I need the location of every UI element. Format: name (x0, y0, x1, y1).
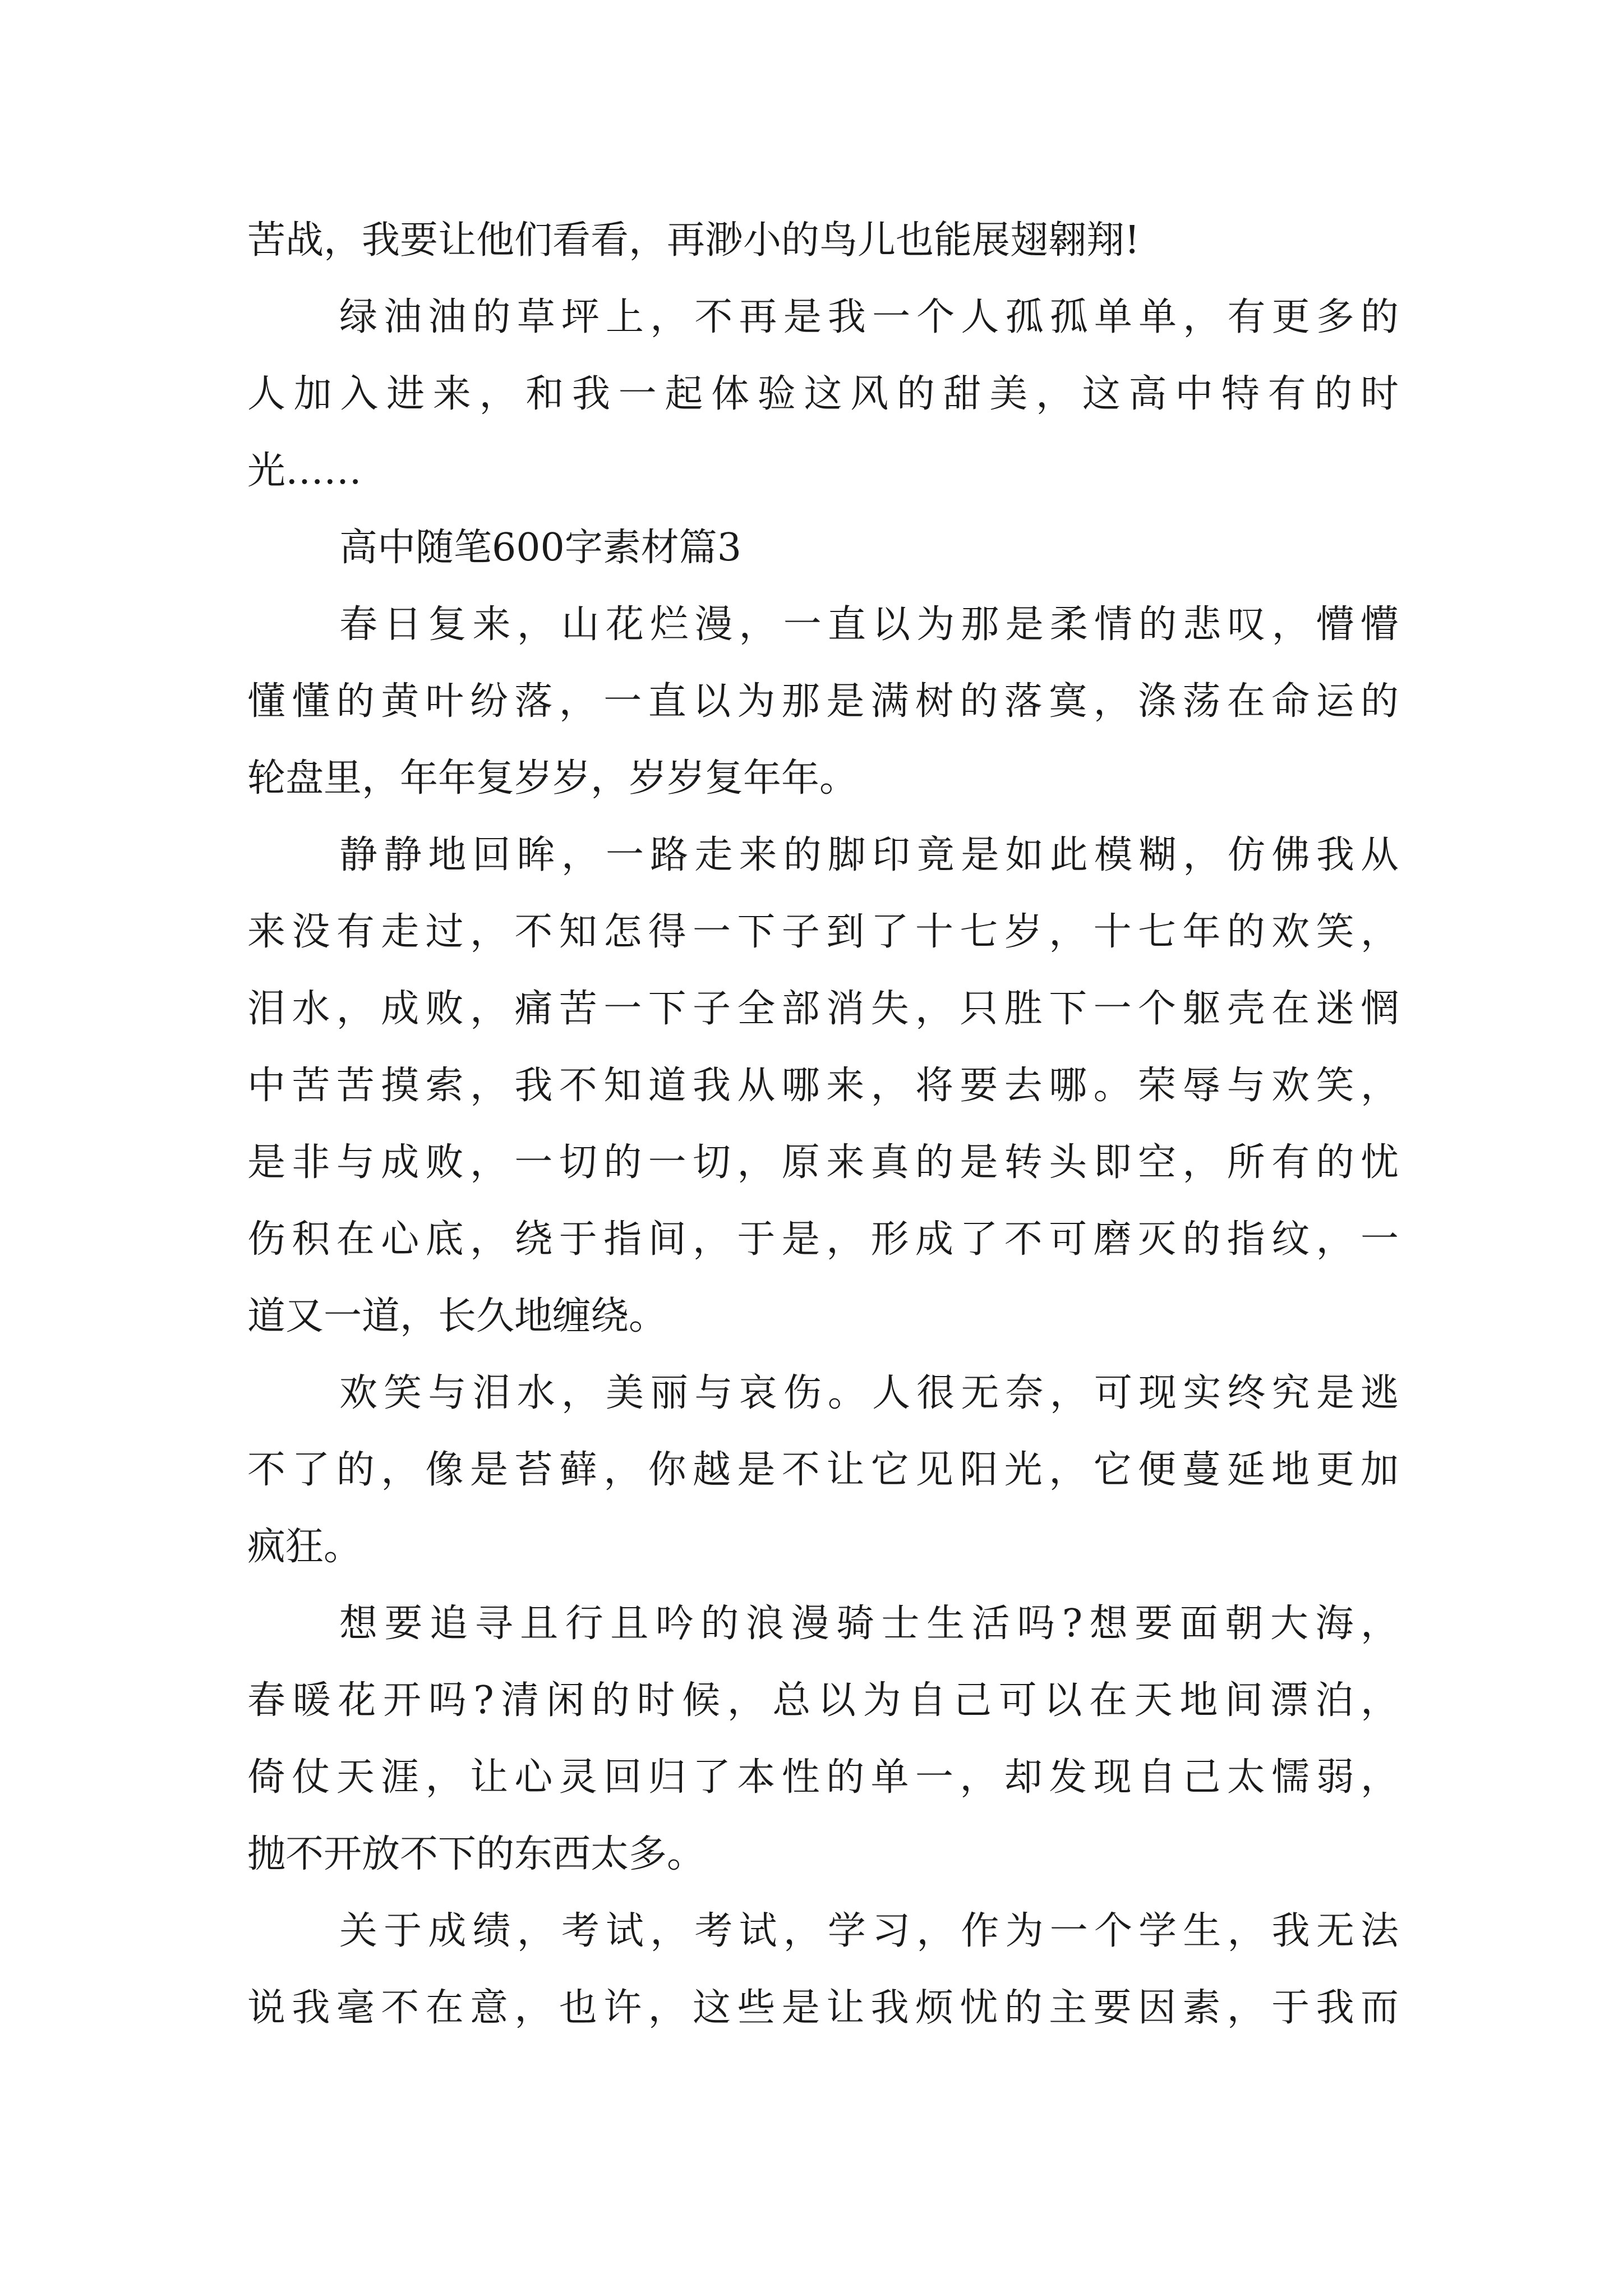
text-line: 说我毫不在意，也许，这些是让我烦忧的主要因素，于我而 (247, 1986, 1399, 2030)
text-line: 伤积在心底，绕于指间，于是，形成了不可磨灭的指纹，一 (247, 1217, 1399, 1262)
text-line: 春暖花开吗?清闲的时候，总以为自己可以在天地间漂泊， (247, 1678, 1399, 1723)
text-line: 是非与成败，一切的一切，原来真的是转头即空，所有的忧 (247, 1140, 1399, 1185)
text-line: 中苦苦摸索，我不知道我从哪来，将要去哪。荣辱与欢笑， (247, 1064, 1399, 1108)
text-line: 疯狂。 (247, 1525, 362, 1569)
text-line: 苦战，我要让他们看看，再渺小的鸟儿也能展翅翱翔! (247, 218, 1140, 263)
section-heading: 高中随笔600字素材篇3 (339, 526, 742, 570)
text-line: 欢笑与泪水，美丽与哀伤。人很无奈，可现实终究是逃 (339, 1371, 1399, 1415)
text-line: 人加入进来，和我一起体验这风的甜美，这高中特有的时 (247, 372, 1399, 416)
text-line: 倚仗天涯，让心灵回归了本性的单一，却发现自己太懦弱， (247, 1755, 1399, 1800)
text-line: 抛不开放不下的东西太多。 (247, 1832, 706, 1876)
text-line: 绿油油的草坪上，不再是我一个人孤孤单单，有更多的 (339, 295, 1399, 339)
text-line: 泪水，成败，痛苦一下子全部消失，只胜下一个躯壳在迷惘 (247, 987, 1399, 1031)
text-line: 春日复来，山花烂漫，一直以为那是柔情的悲叹，懵懵 (339, 602, 1399, 647)
text-line: 懂懂的黄叶纷落，一直以为那是满树的落寞，涤荡在命运的 (247, 679, 1399, 724)
text-line: 道又一道，长久地缠绕。 (247, 1294, 667, 1338)
text-line: 想要追寻且行且吟的浪漫骑士生活吗?想要面朝大海， (339, 1602, 1399, 1646)
essay-body (247, 202, 1399, 2046)
text-line: 轮盘里，年年复岁岁，岁岁复年年。 (247, 756, 858, 800)
text-line: 来没有走过，不知怎得一下子到了十七岁，十七年的欢笑， (247, 910, 1399, 954)
text-line: 关于成绩，考试，考试，学习，作为一个学生，我无法 (339, 1909, 1399, 1953)
text-line: 静静地回眸，一路走来的脚印竟是如此模糊，仿佛我从 (339, 833, 1399, 877)
text-line: 不了的，像是苔藓，你越是不让它见阳光，它便蔓延地更加 (247, 1448, 1399, 1492)
text-line: 光…… (247, 449, 362, 493)
